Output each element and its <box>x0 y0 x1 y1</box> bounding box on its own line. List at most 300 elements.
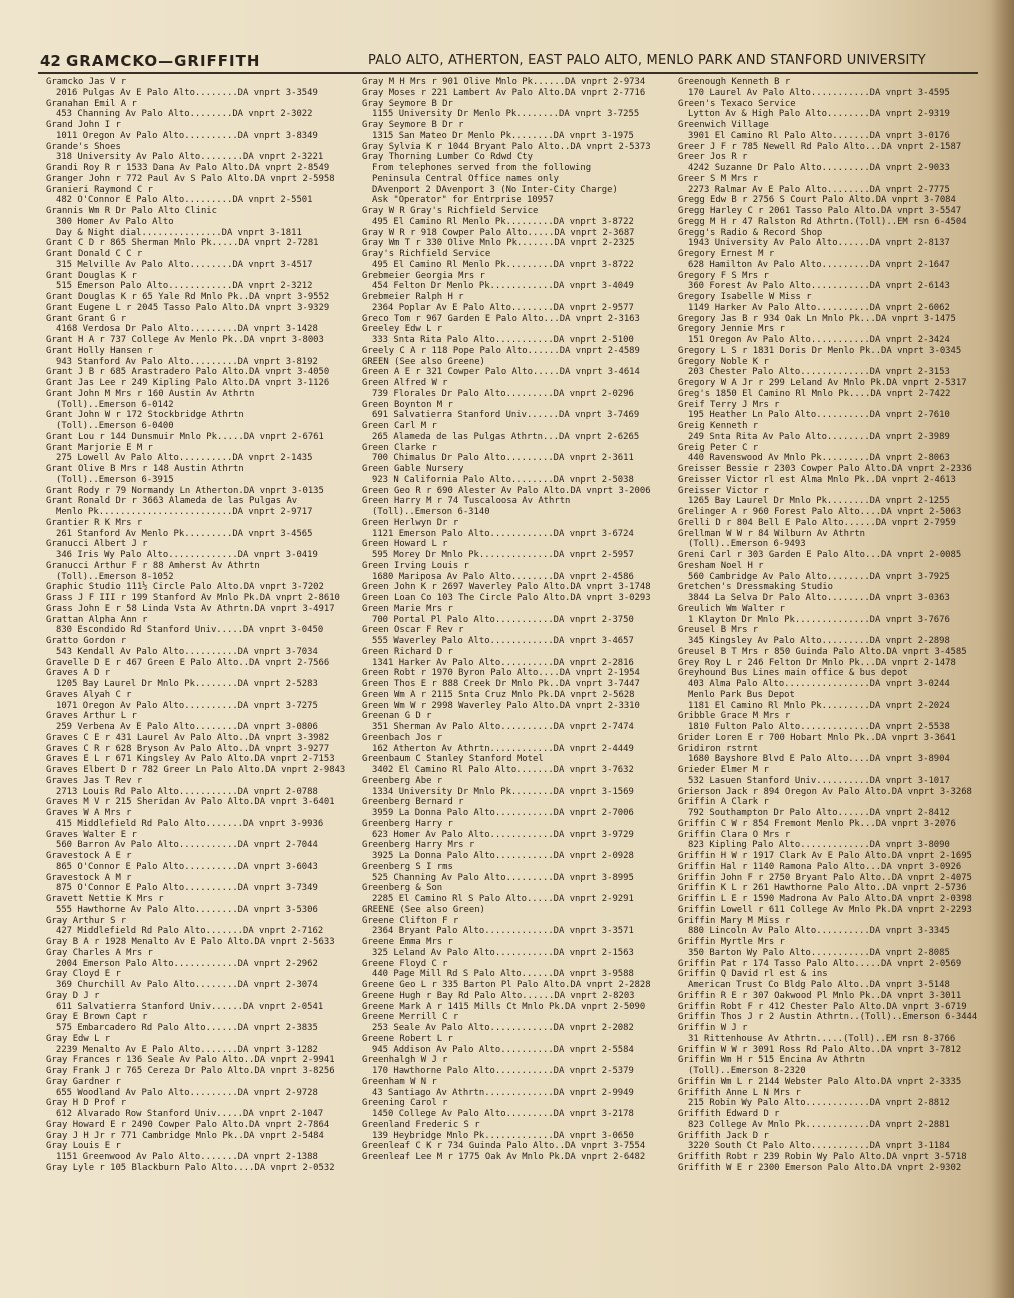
listing-detail-line: 454 Felton Dr Menlo Pk............DA vnprt 3-4049 <box>372 281 634 292</box>
listing-entry-line: Greenan G D r <box>362 711 432 722</box>
listing-entry-line: Gray Gardner r <box>46 1076 121 1087</box>
listing-entry-line: Greenberg Abe r <box>362 775 443 786</box>
listing-entry-line: Graves M V r 215 Sheridan Av Palo Alto.DA vnprt 3-6401 <box>46 797 335 808</box>
listing-detail-line: 350 Barton Wy Palo Alto...........DA vnprt 2-8085 <box>688 947 950 958</box>
listing-entry-line: GREEN (See also Greene) <box>362 356 485 367</box>
listing-entry-line: Gray Frances r 136 Seale Av Palo Alto..DA vnprt 2-9941 <box>46 1055 335 1066</box>
listing-entry-line: Green Marie Mrs r <box>362 603 453 614</box>
listing-detail-line: (Toll)..Emerson 6-0400 <box>56 421 174 431</box>
listing-entry-line: Green A E r 321 Cowper Palo Alto.....DA vnprt 3-4614 <box>362 367 640 378</box>
listing-detail-line: 560 Cambridge Av Palo Alto........DA vnprt 3-7925 <box>688 571 950 582</box>
listing-entry-line: Graves Walter E r <box>46 829 137 840</box>
listing-entry-line: Greenberg Harry r <box>362 818 453 829</box>
listing-detail-line: 555 Waverley Palo Alto............DA vnprt 3-4657 <box>372 636 634 646</box>
listing-entry-line: Grandi Roy R r 1533 Dana Av Palo Alto.DA vnprt 2-8549 <box>46 163 330 173</box>
listing-detail-line: 611 Salvatierra Stanford Univ......DA vnprt 2-0541 <box>56 1001 324 1012</box>
listing-entry-line: Gray Thorning Lumber Co Rdwd Cty <box>362 152 533 163</box>
listing-detail-line: 2004 Emerson Palo Alto............DA vnprt 2-2962 <box>56 958 318 969</box>
listing-entry-line: Grant Jas Lee r 249 Kipling Palo Alto.DA vnprt 3-1126 <box>46 378 330 388</box>
listing-entry-line: Gray E Brown Capt r <box>46 1012 148 1023</box>
listing-detail-line: 830 Escondido Rd Stanford Univ.....DA vnprt 3-0450 <box>56 625 324 636</box>
listing-entry-line: Gravestock A E r <box>46 851 132 861</box>
listing-entry-line: Gregory Noble K r <box>678 356 769 367</box>
listing-entry-line: Gratto Gordon r <box>46 636 127 646</box>
listing-detail-line: 3220 South Ct Palo Alto...........DA vnprt 3-1184 <box>688 1141 950 1152</box>
listing-entry-line: Granahan Emil A r <box>46 98 137 109</box>
listing-entry-line: Griffin Robt F r 412 Chester Palo Alto.DA vnprt 3-6719 <box>678 1001 967 1012</box>
listing-entry-line: Gresham Noel H r <box>678 560 764 571</box>
listing-detail-line: 3402 El Camino Rl Palo Alto.......DA vnprt 3-7632 <box>372 765 634 775</box>
listing-detail-line: 560 Barron Av Palo Alto...........DA vnprt 2-7044 <box>56 840 318 851</box>
listing-detail-line: (Toll)..Emerson 6-3915 <box>56 474 174 485</box>
listing-entry-line: Granucci Albert J r <box>46 539 148 550</box>
listing-detail-line: 318 University Av Palo Alto........DA vnprt 2-3221 <box>56 152 324 163</box>
listing-column-2 <box>362 77 664 1163</box>
listing-detail-line: 427 Middlefield Rd Palo Alto.......DA vnprt 2-7162 <box>56 926 324 937</box>
listing-entry-line: Green Alfred W r <box>362 378 448 388</box>
listing-entry-line: Griffin A Clark r <box>678 797 769 808</box>
listing-detail-line: 151 Oregon Av Palo Alto...........DA vnprt 2-3424 <box>688 335 950 345</box>
listing-entry-line: Griffin L E r 1590 Madrona Av Palo Alto.DA vnprt 2-0398 <box>678 894 972 904</box>
listing-entry-line: Gray's Richfield Service <box>362 249 491 259</box>
listing-detail-line: 575 Embarcadero Rd Palo Alto......DA vnprt 2-3835 <box>56 1023 318 1033</box>
listing-entry-line: Gray Louis E r <box>46 1141 121 1152</box>
listing-entry-line: Greene Clifton F r <box>362 915 459 926</box>
listing-column-3 <box>678 77 980 1174</box>
listing-detail-line: 2239 Menalto Av E Palo Alto.......DA vnprt 3-1282 <box>56 1044 318 1055</box>
listing-entry-line: Grant J B r 685 Arastradero Palo Alto.DA vnprt 3-4050 <box>46 367 330 378</box>
listing-entry-line: Gray W R r 918 Cowper Palo Alto.....DA vnprt 2-3687 <box>362 227 635 238</box>
listing-entry-line: Graves E L r 671 Kingsley Av Palo Alto.DA vnprt 2-7153 <box>46 754 335 765</box>
listing-entry-line: Gregg Harley C r 2061 Tasso Palo Alto.DA vnprt 3-5547 <box>678 206 962 216</box>
listing-detail-line: 1943 University Av Palo Alto......DA vnprt 2-8137 <box>688 238 950 249</box>
listing-detail-line: 612 Alvarado Row Stanford Univ.....DA vnprt 2-1047 <box>56 1109 324 1119</box>
listing-detail-line: 1121 Emerson Palo Alto............DA vnprt 3-6724 <box>372 528 634 539</box>
listing-entry-line: Green Harry M r 74 Tuscaloosa Av Athrtn <box>362 496 571 507</box>
listing-entry-line: Gray Arthur S r <box>46 915 127 926</box>
listing-entry-line: Gray W R Gray's Richfield Service <box>362 206 539 216</box>
listing-entry-line: Greusel B T Mrs r 850 Guinda Palo Alto.DA vnprt 3-4585 <box>678 646 967 657</box>
listing-entry-line: Grand John I r <box>46 120 121 130</box>
listing-detail-line: 31 Rittenhouse Av Athrtn.....(Toll)..EM rsn 8-3766 <box>688 1033 956 1044</box>
listing-entry-line: Greig Peter C r <box>678 442 759 453</box>
listing-detail-line: 700 Chimalus Dr Palo Alto.........DA vnprt 2-3611 <box>372 453 634 464</box>
listing-entry-line: Granieri Raymond C r <box>46 184 153 195</box>
listing-entry-line: Greenland Frederic S r <box>362 1119 480 1130</box>
listing-detail-line: 360 Forest Av Palo Alto...........DA vnprt 2-6143 <box>688 281 950 292</box>
listing-detail-line: (Toll)..Emerson 8-2320 <box>688 1066 806 1076</box>
listing-entry-line: Grelli D r 804 Bell E Palo Alto......DA vnprt 2-7959 <box>678 517 956 528</box>
listing-entry-line: Greeley Edw L r <box>362 324 443 335</box>
listing-detail-line: 170 Laurel Av Palo Alto...........DA vnprt 3-4595 <box>688 87 950 98</box>
listing-entry-line: Greene Emma Mrs r <box>362 937 453 947</box>
listing-entry-line: Grant Rody r 79 Normandy Ln Atherton.DA vnprt 3-0135 <box>46 485 324 496</box>
listing-detail-line: 623 Homer Av Palo Alto............DA vnprt 3-9729 <box>372 829 634 840</box>
listing-detail-line: 1680 Bayshore Blvd E Palo Alto....DA vnprt 3-8904 <box>688 754 950 765</box>
listing-detail-line: Ask "Operator" for Entrprise 10957 <box>372 195 554 206</box>
listing-entry-line: Gray M H Mrs r 901 Olive Mnlo Pk......DA vnprt 2-9734 <box>362 77 646 87</box>
listing-detail-line: 315 Melville Av Palo Alto........DA vnprt 3-4517 <box>56 259 313 270</box>
listing-entry-line: Gregory W A Jr r 299 Leland Av Mnlo Pk.DA vnprt 2-5317 <box>678 378 967 388</box>
listing-entry-line: Gray Seymore B Dr <box>362 98 453 109</box>
listing-detail-line: 1151 Greenwood Av Palo Alto.......DA vnprt 2-1388 <box>56 1152 318 1162</box>
listing-entry-line: Grannis Wm R Dr Palo Alto Clinic <box>46 206 217 216</box>
listing-detail-line: 2364 Bryant Palo Alto.............DA vnprt 3-3571 <box>372 926 634 937</box>
listing-entry-line: GREENE (See also Green) <box>362 904 485 915</box>
listing-entry-line: Graves A D r <box>46 668 111 679</box>
listing-detail-line: 945 Addison Av Palo Alto..........DA vnprt 2-5584 <box>372 1044 634 1055</box>
listing-detail-line: 345 Kingsley Av Palo Alto.........DA vnprt 2-2898 <box>688 636 950 646</box>
listing-entry-line: Green Wm A r 2115 Snta Cruz Mnlo Pk.DA vnprt 2-5628 <box>362 689 635 700</box>
listing-entry-line: Gregg M H r 47 Ralston Rd Athrtn.(Toll)..EM rsn 6-4504 <box>678 216 967 227</box>
listing-entry-line: Griffin Clara O Mrs r <box>678 829 791 840</box>
listing-entry-line: Graves C R r 628 Bryson Av Palo Alto..DA vnprt 3-9277 <box>46 743 330 754</box>
listing-entry-line: Gregory Ernest M r <box>678 249 775 259</box>
listing-entry-line: Greisser Victor r <box>678 485 769 496</box>
listing-entry-line: Griffin Pat r 174 Tasso Palo Alto.....DA vnprt 2-0569 <box>678 958 962 969</box>
listing-entry-line: Green Irving Louis r <box>362 560 469 571</box>
listing-detail-line: 1011 Oregon Av Palo Alto..........DA vnprt 3-8349 <box>56 130 318 141</box>
listing-detail-line: Menlo Park Bus Depot <box>688 689 795 700</box>
listing-detail-line: 2713 Louis Rd Palo Alto...........DA vnprt 2-0788 <box>56 786 318 797</box>
listing-entry-line: Granger John r 772 Paul Av S Palo Alto.DA vnprt 2-5958 <box>46 173 335 184</box>
listing-detail-line: 265 Alameda de las Pulgas Athrtn...DA vnprt 2-6265 <box>372 431 640 442</box>
listing-detail-line: 2273 Ralmar Av E Palo Alto........DA vnprt 2-7775 <box>688 184 950 195</box>
listing-entry-line: Gretchen's Dressmaking Studio <box>678 582 833 593</box>
listing-entry-line: Grant Lou r 144 Dunsmuir Mnlo Pk.....DA vnprt 2-6761 <box>46 431 324 442</box>
listing-detail-line: (Toll)..Emerson 6-0142 <box>56 399 174 410</box>
listing-entry-line: Gridiron rstrnt <box>678 743 759 754</box>
page-region-title: PALO ALTO, ATHERTON, EAST PALO ALTO, MENLO PARK AND STANFORD UNIVERSITY <box>368 53 926 68</box>
listing-detail-line: (Toll)..Emerson 8-1052 <box>56 571 174 582</box>
listing-entry-line: Graves C E r 431 Laurel Av Palo Alto..DA vnprt 3-3982 <box>46 732 330 743</box>
listing-entry-line: Green Herlwyn Dr r <box>362 517 459 528</box>
listing-detail-line: 259 Verbena Av E Palo Alto........DA vnprt 3-0806 <box>56 722 318 732</box>
listing-entry-line: Griffin C W r 854 Fremont Menlo Pk...DA vnprt 3-2076 <box>678 818 956 829</box>
listing-detail-line: 875 O'Connor E Palo Alto..........DA vnprt 3-7349 <box>56 883 318 894</box>
listing-entry-line: Graves W A Mrs r <box>46 808 132 818</box>
listing-detail-line: (Toll)..Emerson 6-9493 <box>688 539 806 550</box>
listing-detail-line: 792 Southampton Dr Palo Alto......DA vnprt 2-8412 <box>688 808 950 818</box>
listing-detail-line: 1 Klayton Dr Mnlo Pk..............DA vnprt 3-7676 <box>688 614 950 625</box>
listing-entry-line: Greenwich Village <box>678 120 769 130</box>
listing-entry-line: Gravett Nettie K Mrs r <box>46 894 164 904</box>
listing-detail-line: 1334 University Dr Mnlo Pk........DA vnprt 3-1569 <box>372 786 634 797</box>
listing-detail-line: 3901 El Camino Rl Palo Alto.......DA vnprt 3-0176 <box>688 130 950 141</box>
listing-entry-line: Greening Carol r <box>362 1098 448 1109</box>
listing-entry-line: Gray Cloyd E r <box>46 969 121 980</box>
listing-detail-line: 369 Churchill Av Palo Alto........DA vnprt 2-3074 <box>56 980 318 990</box>
listing-detail-line: 195 Heather Ln Palo Alto..........DA vnprt 2-7610 <box>688 410 950 421</box>
listing-entry-line: Griffin Lowell r 611 College Av Mnlo Pk.DA vnprt 2-2293 <box>678 904 972 915</box>
listing-entry-line: Griffin K L r 261 Hawthorne Palo Alto..DA vnprt 2-5736 <box>678 883 967 894</box>
listing-detail-line: 351 Sherman Av Palo Alto..........DA vnprt 2-7474 <box>372 722 634 732</box>
listing-detail-line: From telephones served from the following <box>372 163 592 173</box>
listing-entry-line: Greenbach Jos r <box>362 732 443 743</box>
listing-detail-line: 1149 Harker Av Palo Alto..........DA vnprt 2-6062 <box>688 302 950 313</box>
listing-entry-line: Grant C D r 865 Sherman Mnlo Pk.....DA vnprt 2-7281 <box>46 238 319 249</box>
listing-detail-line: 440 Page Mill Rd S Palo Alto......DA vnprt 3-9588 <box>372 969 634 980</box>
listing-detail-line: (Toll)..Emerson 6-3140 <box>372 507 490 517</box>
listing-entry-line: Gregory Jas B r 934 Oak Ln Mnlo Pk...DA vnprt 3-1475 <box>678 313 956 324</box>
listing-entry-line: Greene Floyd C r <box>362 958 448 969</box>
listing-entry-line: Greusel B Mrs r <box>678 625 759 636</box>
listing-detail-line: 3844 La Selva Dr Palo Alto........DA vnprt 3-0363 <box>688 593 950 603</box>
listing-detail-line: 943 Stanford Av Palo Alto.........DA vnprt 3-8192 <box>56 356 318 367</box>
listing-entry-line: Green Howard L r <box>362 539 448 550</box>
listing-detail-line: 532 Lasuen Stanford Univ..........DA vnprt 3-1017 <box>688 775 950 786</box>
listing-entry-line: Griffin Mary M Miss r <box>678 915 791 926</box>
page-header <box>38 48 978 74</box>
listing-entry-line: Grebmeier Ralph H r <box>362 292 464 302</box>
listing-entry-line: Grant Marjorie E M r <box>46 442 153 453</box>
listing-detail-line: 1341 Harker Av Palo Alto..........DA vnprt 2-2816 <box>372 657 634 668</box>
listing-entry-line: Griffith Edward D r <box>678 1109 780 1119</box>
listing-entry-line: Grant John W r 172 Stockbridge Athrtn <box>46 410 244 421</box>
listing-entry-line: Green's Texaco Service <box>678 98 796 109</box>
listing-detail-line: 823 Kipling Palo Alto.............DA vnprt 3-8090 <box>688 840 950 851</box>
listing-detail-line: 691 Salvatierra Stanford Univ......DA vnprt 3-7469 <box>372 410 640 421</box>
listing-entry-line: Griffith Anne L N Mrs r <box>678 1087 801 1098</box>
listing-entry-line: Greely C A r 118 Pope Palo Alto......DA vnprt 2-4589 <box>362 345 640 356</box>
listing-detail-line: 2016 Pulgas Av E Palo Alto........DA vnprt 3-3549 <box>56 87 318 98</box>
listing-detail-line: 403 Alma Palo Alto................DA vnprt 3-0244 <box>688 679 950 689</box>
listing-detail-line: 4242 Suzanne Dr Palo Alto.........DA vnprt 2-9033 <box>688 163 950 173</box>
listing-entry-line: Grant Olive B Mrs r 148 Austin Athrtn <box>46 464 244 474</box>
listing-entry-line: Greni Carl r 303 Garden E Palo Alto...DA vnprt 2-0085 <box>678 550 962 560</box>
listing-entry-line: Grant H A r 737 College Av Menlo Pk..DA vnprt 3-8003 <box>46 335 324 345</box>
listing-detail-line: 1181 El Camino Rl Mnlo Pk.........DA vnprt 2-2024 <box>688 700 950 711</box>
page-edge-shadow <box>992 0 1014 1298</box>
listing-detail-line: 739 Florales Dr Palo Alto.........DA vnprt 2-0296 <box>372 388 634 399</box>
listing-entry-line: Green Carl M r <box>362 421 437 431</box>
listing-entry-line: Griffin Hal r 1140 Ramona Palo Alto...DA vnprt 3-0926 <box>678 861 962 872</box>
listing-column-1 <box>46 77 348 1174</box>
listing-entry-line: Greg's 1850 El Camino Rl Mnlo Pk....DA vnprt 2-7422 <box>678 388 951 399</box>
listing-entry-line: Greenleaf C K r 734 Guinda Palo Alto..DA vnprt 3-7554 <box>362 1141 646 1152</box>
listing-entry-line: Gravestock A M r <box>46 872 132 883</box>
listing-entry-line: Gray Frank J r 765 Cereza Dr Palo Alto.DA vnprt 3-8256 <box>46 1066 335 1076</box>
listing-detail-line: 162 Atherton Av Athrtn............DA vnprt 2-4449 <box>372 743 634 754</box>
listing-detail-line: 1205 Bay Laurel Dr Mnlo Pk........DA vnprt 2-5283 <box>56 679 318 689</box>
listing-detail-line: 1155 University Dr Menlo Pk........DA vnprt 3-7255 <box>372 109 640 120</box>
listing-detail-line: 1680 Mariposa Av Palo Alto........DA vnprt 2-4586 <box>372 571 634 582</box>
listing-entry-line: Griffith Robt r 239 Robin Wy Palo Alto.DA vnprt 3-5718 <box>678 1152 967 1162</box>
listing-detail-line: 555 Hawthorne Av Palo Alto........DA vnprt 3-5306 <box>56 904 318 915</box>
listing-detail-line: 249 Snta Rita Av Palo Alto........DA vnprt 2-3989 <box>688 431 950 442</box>
listing-entry-line: Gray Sylvia K r 1044 Bryant Palo Alto..DA vnprt 2-5373 <box>362 141 651 152</box>
listing-detail-line: DAvenport 2 DAvenport 3 (No Inter-City Charge) <box>372 184 618 195</box>
listing-detail-line: 628 Hamilton Av Palo Alto.........DA vnprt 2-1647 <box>688 259 950 270</box>
listing-entry-line: Gregory Jennie Mrs r <box>678 324 785 335</box>
listing-entry-line: Greenberg & Son <box>362 883 443 894</box>
listing-detail-line: 325 Leland Av Palo Alto...........DA vnprt 2-1563 <box>372 947 634 958</box>
listing-entry-line: Green John K r 2697 Waverley Palo Alto.DA vnprt 3-1748 <box>362 582 651 593</box>
listing-detail-line: 440 Ravenswood Av Mnlo Pk.........DA vnprt 2-8063 <box>688 453 950 464</box>
listing-entry-line: Graves Jas T Rev r <box>46 775 143 786</box>
listing-entry-line: Green Wm W r 2998 Waverley Palo Alto.DA vnprt 2-3310 <box>362 700 640 711</box>
listing-entry-line: Gregory L S r 1831 Doris Dr Menlo Pk..DA vnprt 3-0345 <box>678 345 962 356</box>
listing-entry-line: Greene Geo L r 335 Barton Pl Palo Alto.DA vnprt 2-2828 <box>362 980 651 990</box>
listing-detail-line: 823 College Av Mnlo Pk............DA vnprt 2-2881 <box>688 1119 950 1130</box>
listing-entry-line: Green Gable Nursery <box>362 464 464 474</box>
listing-detail-line: Lytton Av & High Palo Alto........DA vnprt 2-9319 <box>688 109 950 120</box>
listing-detail-line: 3959 La Donna Palo Alto...........DA vnprt 2-7006 <box>372 808 634 818</box>
listing-entry-line: Griffith W E r 2300 Emerson Palo Alto.DA vnprt 2-9302 <box>678 1162 962 1173</box>
listing-entry-line: Grass John E r 58 Linda Vsta Av Athrtn.DA vnprt 3-4917 <box>46 603 335 614</box>
listing-detail-line: 1810 Fulton Palo Alto.............DA vnprt 2-5538 <box>688 722 950 732</box>
listing-entry-line: Gravelle D E r 467 Green E Palo Alto..DA vnprt 2-7566 <box>46 657 330 668</box>
listing-entry-line: Green Geo R r 690 Alester Av Palo Alto.DA vnprt 3-2006 <box>362 485 651 496</box>
listing-entry-line: Granucci Arthur F r 88 Amherst Av Athrtn <box>46 560 260 571</box>
listing-detail-line: 261 Stanford Av Menlo Pk.........DA vnprt 3-4565 <box>56 528 313 539</box>
listing-entry-line: Griffin W W r 3091 Ross Rd Palo Alto..DA vnprt 3-7812 <box>678 1044 962 1055</box>
listing-entry-line: Grant Ronald Dr r 3663 Alameda de las Pulgas Av <box>46 496 298 507</box>
listing-detail-line: 253 Seale Av Palo Alto............DA vnprt 2-2082 <box>372 1023 634 1033</box>
listing-entry-line: Gray J H Jr r 771 Cambridge Mnlo Pk..DA vnprt 2-5484 <box>46 1130 324 1141</box>
listing-entry-line: Griffin H W r 1917 Clark Av E Palo Alto.DA vnprt 2-1695 <box>678 851 972 861</box>
listing-entry-line: Griffin R E r 307 Oakwood Pl Mnlo Pk..DA vnprt 3-3011 <box>678 990 962 1001</box>
listing-entry-line: Gribble Grace M Mrs r <box>678 711 791 722</box>
listing-entry-line: Green Clarke r <box>362 442 437 453</box>
listing-detail-line: 203 Chester Palo Alto.............DA vnprt 2-3153 <box>688 367 950 378</box>
listing-entry-line: Greisser Victor rl est Alma Mnlo Pk..DA vnprt 2-4613 <box>678 474 956 485</box>
listing-entry-line: Greene Mark A r 1415 Mills Ct Mnlo Pk.DA vnprt 2-5090 <box>362 1001 646 1012</box>
listing-entry-line: Grieder Elmer M r <box>678 765 769 775</box>
listing-entry-line: Griffin John F r 2750 Bryant Palo Alto..DA vnprt 2-4075 <box>678 872 972 883</box>
listing-entry-line: Gray B A r 1928 Menalto Av E Palo Alto.DA vnprt 2-5633 <box>46 937 335 947</box>
listing-entry-line: Greenham W N r <box>362 1076 437 1087</box>
listing-entry-line: Grass J F III r 199 Stanford Av Mnlo Pk.DA vnprt 2-8610 <box>46 593 340 603</box>
listing-detail-line: 1315 San Mateo Dr Menlo Pk........DA vnprt 3-1975 <box>372 130 634 141</box>
listing-detail-line: 525 Channing Av Palo Alto.........DA vnprt 3-8995 <box>372 872 634 883</box>
listing-detail-line: 595 Morey Dr Mnlo Pk..............DA vnprt 2-5957 <box>372 550 634 560</box>
listing-detail-line: 43 Santiago Av Athrtn.............DA vnprt 2-9949 <box>372 1087 634 1098</box>
listing-entry-line: Graphic Studio 111½ Circle Palo Alto.DA vnprt 3-7202 <box>46 582 324 593</box>
listing-detail-line: 1071 Oregon Av Palo Alto..........DA vnprt 3-7275 <box>56 700 318 711</box>
listing-entry-line: Green Boynton M r <box>362 399 453 410</box>
listing-entry-line: Greene Robert L r <box>362 1033 453 1044</box>
listing-entry-line: Grande's Shoes <box>46 141 121 152</box>
listing-detail-line: 346 Iris Wy Palo Alto.............DA vnprt 3-0419 <box>56 550 318 560</box>
listing-detail-line: 700 Portal Pl Palo Alto...........DA vnprt 2-3750 <box>372 614 634 625</box>
listing-entry-line: Griffin Wm H r 515 Encina Av Athrtn <box>678 1055 866 1066</box>
listing-entry-line: Griffith Jack D r <box>678 1130 769 1141</box>
listing-entry-line: Greenberg S I rms <box>362 861 453 872</box>
listing-detail-line: 515 Emerson Palo Alto............DA vnprt 2-3212 <box>56 281 313 292</box>
page-range-title: GRAMCKO—GRIFFITH <box>66 52 261 70</box>
listing-entry-line: Greenbaum C Stanley Stanford Motel <box>362 754 544 765</box>
listing-detail-line: 215 Robin Wy Palo Alto............DA vnprt 2-8812 <box>688 1098 950 1109</box>
listing-detail-line: 2285 El Camino Rl S Palo Alto.....DA vnprt 2-9291 <box>372 894 634 904</box>
listing-detail-line: American Trust Co Bldg Palo Alto..DA vnprt 3-5148 <box>688 980 950 990</box>
listing-entry-line: Gray Charles A Mrs r <box>46 947 153 958</box>
listing-entry-line: Grattan Alpha Ann r <box>46 614 148 625</box>
listing-entry-line: Gray Howard E r 2490 Cowper Palo Alto.DA vnprt 2-7864 <box>46 1119 330 1130</box>
listing-entry-line: Gramcko Jas V r <box>46 77 127 87</box>
listing-detail-line: Day & Night dial...............DA vnprt 3-1811 <box>56 227 302 238</box>
listing-entry-line: Green Richard D r <box>362 646 453 657</box>
listing-entry-line: Greer Jos R r <box>678 152 748 163</box>
listing-detail-line: 275 Lowell Av Palo Alto..........DA vnprt 2-1435 <box>56 453 313 464</box>
listing-detail-line: 1265 Bay Laurel Dr Mnlo Pk........DA vnprt 2-1255 <box>688 496 950 507</box>
listing-entry-line: Greene Merrill C r <box>362 1012 459 1023</box>
listing-entry-line: Greenhalgh W J r <box>362 1055 448 1066</box>
listing-entry-line: Gray D J r <box>46 990 100 1001</box>
listing-entry-line: Green Robt r 1970 Byron Palo Alto....DA vnprt 2-1954 <box>362 668 640 679</box>
listing-entry-line: Greyhound Bus Lines main office & bus depot <box>678 668 908 679</box>
listing-detail-line: 4168 Verdosa Dr Palo Alto.........DA vnprt 3-1428 <box>56 324 318 335</box>
listing-entry-line: Graves Alyah C r <box>46 689 132 700</box>
listing-entry-line: Green Oscar F Rev r <box>362 625 464 636</box>
listing-entry-line: Grierson Jack r 894 Oregon Av Palo Alto.DA vnprt 3-3268 <box>678 786 972 797</box>
listing-entry-line: Greenough Kenneth B r <box>678 77 791 87</box>
listing-entry-line: Gray Edw L r <box>46 1033 111 1044</box>
listing-entry-line: Grant Grant G r <box>46 313 127 324</box>
listing-entry-line: Grider Loren E r 700 Hobart Mnlo Pk..DA vnprt 3-3641 <box>678 732 956 743</box>
listing-entry-line: Greco Tom r 967 Garden E Palo Alto...DA vnprt 2-3163 <box>362 313 640 324</box>
listing-entry-line: Green Thos E r 888 Creek Dr Mnlo Pk..DA vnprt 3-7447 <box>362 679 640 689</box>
listing-entry-line: Grelinger A r 960 Forest Palo Alto....DA vnprt 2-5063 <box>678 507 962 517</box>
listing-entry-line: Greif Terry J Mrs r <box>678 399 780 410</box>
listing-entry-line: Gregory Isabelle W Miss r <box>678 292 812 302</box>
listing-entry-line: Gray Wm T r 330 Olive Mnlo Pk.......DA vnprt 2-2325 <box>362 238 635 249</box>
listing-detail-line: 543 Kendall Av Palo Alto..........DA vnprt 3-7034 <box>56 646 318 657</box>
listing-entry-line: Greer S M Mrs r <box>678 173 759 184</box>
listing-entry-line: Grant John M Mrs r 160 Austin Av Athrtn <box>46 388 255 399</box>
listing-entry-line: Gray Moses r 221 Lambert Av Palo Alto.DA vnprt 2-7716 <box>362 87 646 98</box>
listing-entry-line: Grey Roy L r 246 Felton Dr Mnlo Pk...DA vnprt 2-1478 <box>678 657 956 668</box>
listing-entry-line: Griffin Q David rl est & ins <box>678 969 828 980</box>
listing-entry-line: Greulich Wm Walter r <box>678 603 785 614</box>
listing-detail-line: 923 N California Palo Alto........DA vnprt 2-5038 <box>372 474 634 485</box>
listing-detail-line: 880 Lincoln Av Palo Alto..........DA vnprt 3-3345 <box>688 926 950 937</box>
listing-detail-line: 655 Woodland Av Palo Alto.........DA vnprt 2-9728 <box>56 1087 318 1098</box>
listing-entry-line: Griffin Myrtle Mrs r <box>678 937 785 947</box>
listing-entry-line: Gregg's Radio & Record Shop <box>678 227 823 238</box>
listing-entry-line: Gregory F S Mrs r <box>678 270 769 281</box>
listing-entry-line: Greene Hugh r Bay Rd Palo Alto......DA vnprt 2-8203 <box>362 990 635 1001</box>
listing-entry-line: Gray Lyle r 105 Blackburn Palo Alto....DA vnprt 2-0532 <box>46 1162 335 1173</box>
listing-detail-line: 300 Homer Av Palo Alto <box>56 216 174 227</box>
listing-detail-line: 1450 College Av Palo Alto.........DA vnprt 3-2178 <box>372 1109 634 1119</box>
listing-entry-line: Greenleaf Lee M r 1775 Oak Av Mnlo Pk.DA vnprt 2-6482 <box>362 1152 646 1162</box>
listing-entry-line: Gregg Edw B r 2756 S Court Palo Alto.DA vnprt 3-7084 <box>678 195 956 206</box>
listing-entry-line: Greenberg Harry Mrs r <box>362 840 475 851</box>
listing-detail-line: 482 O'Connor E Palo Alto.........DA vnprt 2-5501 <box>56 195 313 206</box>
listing-entry-line: Greer J F r 785 Newell Rd Palo Alto...DA vnprt 2-1587 <box>678 141 962 152</box>
listing-entry-line: Grellman W W r 84 Wilburn Av Athrtn <box>678 528 866 539</box>
listing-entry-line: Grant Douglas K r <box>46 270 137 281</box>
listing-detail-line: 3925 La Donna Palo Alto...........DA vnprt 2-0928 <box>372 851 634 861</box>
listing-detail-line: 415 Middlefield Rd Palo Alto.......DA vnprt 3-9936 <box>56 818 324 829</box>
page-number: 42 <box>40 52 61 70</box>
listing-entry-line: Graves Elbert D r 782 Greer Ln Palo Alto.DA vnprt 2-9843 <box>46 765 346 775</box>
listing-detail-line: 865 O'Connor E Palo Alto..........DA vnprt 3-6043 <box>56 861 318 872</box>
listing-detail-line: 495 El Camino Rl Menlo Pk.........DA vnprt 3-8722 <box>372 216 634 227</box>
listing-entry-line: Grant Donald C C r <box>46 249 143 259</box>
listing-entry-line: Greenberg Bernard r <box>362 797 464 808</box>
listing-detail-line: 495 El Camino Rl Menlo Pk.........DA vnprt 3-8722 <box>372 259 634 270</box>
listing-entry-line: Gray Seymore B Dr r <box>362 120 464 130</box>
listing-detail-line: 2364 Poplar Av E Palo Alto........DA vnprt 2-9577 <box>372 302 634 313</box>
listing-entry-line: Gray H D Prof r <box>46 1098 127 1109</box>
listing-entry-line: Grant Eugene L r 2045 Tasso Palo Alto.DA vnprt 3-9329 <box>46 302 330 313</box>
listing-detail-line: 139 Heybridge Mnlo Pk.............DA vnprt 3-0650 <box>372 1130 634 1141</box>
listing-detail-line: 170 Hawthorne Palo Alto...........DA vnprt 2-5379 <box>372 1066 634 1076</box>
listing-entry-line: Griffin Wm L r 2144 Webster Palo Alto.DA vnprt 2-3335 <box>678 1076 962 1087</box>
listing-entry-line: Greig Kenneth r <box>678 421 759 431</box>
